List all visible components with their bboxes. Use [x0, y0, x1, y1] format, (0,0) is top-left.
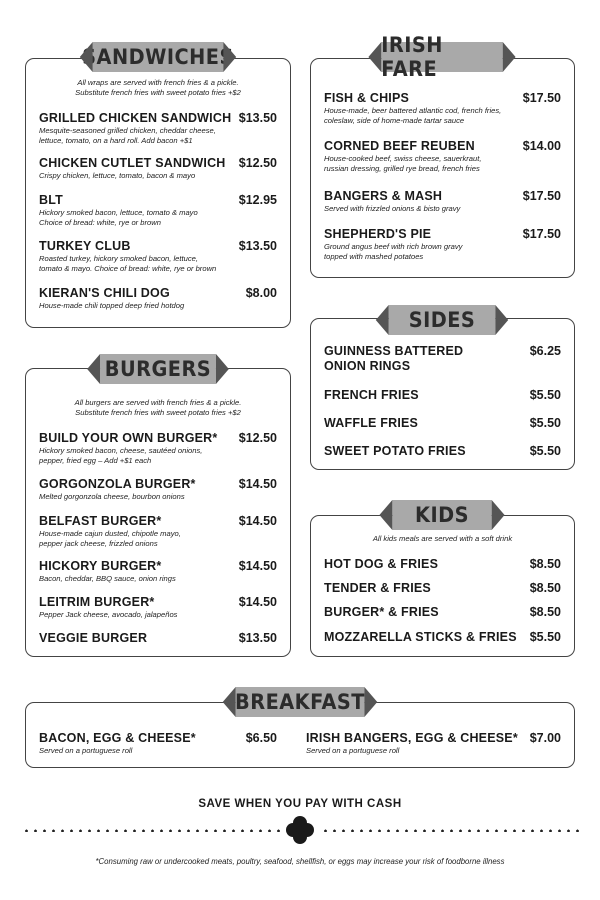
kids-banner: KIDS [392, 500, 491, 530]
item-name: VEGGIE BURGER [39, 631, 148, 645]
item-price: $17.50 [522, 189, 561, 203]
item-price: $8.50 [529, 557, 561, 571]
item-price: $17.50 [522, 227, 561, 241]
shamrock-icon [284, 814, 316, 846]
item-name: HICKORY BURGER* [39, 559, 162, 573]
burgers-note: All burgers are served with french fries & a pickle. Substitute french fries with sweet potato fries +$2 [74, 398, 242, 417]
kids-section [310, 515, 575, 657]
item-price: $5.50 [529, 416, 561, 430]
item-name: BANGERS & MASH [324, 189, 443, 203]
item-description: Ground angus beef with rich brown gravy topped with mashed potatoes [324, 242, 463, 261]
kids-note: All kids meals are served with a soft drink [372, 534, 513, 543]
item-price: $12.50 [238, 431, 277, 445]
item-name: SWEET POTATO FRIES [324, 444, 466, 458]
item-price: $5.50 [529, 444, 561, 458]
item-description: Served on a portuguese roll [39, 746, 133, 755]
menu-item [324, 91, 561, 126]
item-price: $14.50 [238, 595, 277, 609]
burgers-section [25, 368, 291, 657]
menu-item [324, 444, 561, 458]
menu-item [324, 581, 561, 595]
menu-item [324, 189, 561, 214]
item-name: MOZZARELLA STICKS & FRIES [324, 630, 517, 644]
item-name: SHEPHERD'S PIE [324, 227, 432, 241]
item-description: Hickory smoked bacon, lettuce, tomato & mayo Choice of bread: white, rye or brown [39, 208, 198, 227]
dotted-divider-left [22, 829, 280, 832]
menu-item [39, 731, 277, 756]
item-price: $14.50 [238, 477, 277, 491]
menu-item [324, 139, 561, 174]
item-price: $17.50 [522, 91, 561, 105]
item-name: BLT [39, 193, 63, 207]
item-name: BUILD YOUR OWN BURGER* [39, 431, 218, 445]
item-name: CHICKEN CUTLET SANDWICH [39, 156, 226, 170]
menu-item [324, 557, 561, 571]
menu-item [306, 731, 561, 756]
item-price: $13.50 [238, 631, 277, 645]
menu-item [39, 559, 277, 584]
menu-item [39, 514, 277, 549]
item-description: Served with frizzled onions & bisto gravy [324, 204, 461, 213]
menu-item [324, 227, 561, 262]
item-name: CORNED BEEF REUBEN [324, 139, 475, 153]
item-name: BELFAST BURGER* [39, 514, 162, 528]
item-description: Bacon, cheddar, BBQ sauce, onion rings [39, 574, 176, 583]
item-description: House-cooked beef, swiss cheese, sauerkraut, russian dressing, grilled rye bread, french fries [324, 154, 482, 173]
item-description: Served on a portuguese roll [306, 746, 400, 755]
item-price: $5.50 [529, 388, 561, 402]
item-price: $12.95 [238, 193, 277, 207]
sandwiches-note: All wraps are served with french fries & a pickle. Substitute french fries with sweet potato fries +$2 [75, 78, 241, 97]
item-price: $13.50 [238, 111, 277, 125]
item-description: Pepper Jack cheese, avocado, jalapeños [39, 610, 178, 619]
menu-item [324, 344, 561, 374]
menu-item [39, 193, 277, 228]
item-description: Roasted turkey, hickory smoked bacon, lettuce, tomato & mayo. Choice of bread: white, rye or brown [39, 254, 217, 273]
item-name: WAFFLE FRIES [324, 416, 419, 430]
menu-item [39, 156, 277, 181]
item-price: $8.50 [529, 605, 561, 619]
item-price: $13.50 [238, 239, 277, 253]
item-name: BURGER* & FRIES [324, 605, 439, 619]
item-name: BACON, EGG & CHEESE* [39, 731, 196, 745]
item-price: $14.00 [522, 139, 561, 153]
menu-item [324, 630, 561, 644]
item-price: $14.50 [238, 514, 277, 528]
item-description: Melted gorgonzola cheese, bourbon onions [39, 492, 185, 501]
menu-item [324, 388, 561, 402]
item-name: IRISH BANGERS, EGG & CHEESE* [306, 731, 518, 745]
item-name: TENDER & FRIES [324, 581, 431, 595]
menu-item [39, 631, 277, 645]
sandwiches-section [25, 58, 291, 328]
irish-fare-banner: IRISH FARE [381, 42, 502, 72]
item-description: Hickory smoked bacon, cheese, sautéed onions, pepper, fried egg – Add +$1 each [39, 446, 203, 465]
item-price: $6.25 [529, 344, 561, 358]
item-description: Mesquite-seasoned grilled chicken, cheddar cheese, lettuce, tomato, on a hard roll. Add bacon +$1 [39, 126, 216, 145]
breakfast-banner: BREAKFAST [236, 687, 365, 717]
item-price: $5.50 [529, 630, 561, 644]
item-price: $14.50 [238, 559, 277, 573]
menu-item [39, 595, 277, 620]
cash-savings-message: SAVE WHEN YOU PAY WITH CASH [198, 798, 402, 810]
dotted-divider-right [321, 829, 579, 832]
menu-item [324, 416, 561, 430]
sandwiches-banner: SANDWICHES [93, 42, 224, 72]
item-name: GUINNESS BATTERED ONION RINGS [324, 344, 464, 373]
item-price: $12.50 [238, 156, 277, 170]
sides-banner: SIDES [389, 305, 496, 335]
sides-section [310, 318, 575, 470]
item-description: House-made, beer battered atlantic cod, french fries, coleslaw, side of home-made tartar sauce [324, 106, 502, 125]
menu-item [39, 431, 277, 466]
item-price: $8.00 [245, 286, 277, 300]
item-description: House-made chili topped deep fried hotdog [39, 301, 185, 310]
foodborne-illness-disclaimer: *Consuming raw or undercooked meats, poultry, seafood, shellfish, or eggs may increase your risk of foodborne illness [95, 857, 505, 866]
menu-item [39, 477, 277, 502]
menu-item [39, 111, 277, 146]
menu-item [39, 239, 277, 274]
item-name: FRENCH FRIES [324, 388, 419, 402]
item-description: House-made cajun dusted, chipotle mayo, pepper jack cheese, frizzled onions [39, 529, 181, 548]
item-description: Crispy chicken, lettuce, tomato, bacon & mayo [39, 171, 196, 180]
item-name: GORGONZOLA BURGER* [39, 477, 196, 491]
item-name: GRILLED CHICKEN SANDWICH [39, 111, 232, 125]
irish-fare-section [310, 58, 575, 278]
item-name: FISH & CHIPS [324, 91, 410, 105]
item-name: TURKEY CLUB [39, 239, 131, 253]
item-name: LEITRIM BURGER* [39, 595, 155, 609]
item-price: $6.50 [245, 731, 277, 745]
menu-item [39, 286, 277, 311]
menu-item [324, 605, 561, 619]
item-price: $8.50 [529, 581, 561, 595]
item-name: KIERAN'S CHILI DOG [39, 286, 170, 300]
burgers-banner: BURGERS [100, 354, 216, 384]
item-price: $7.00 [529, 731, 561, 745]
item-name: HOT DOG & FRIES [324, 557, 439, 571]
